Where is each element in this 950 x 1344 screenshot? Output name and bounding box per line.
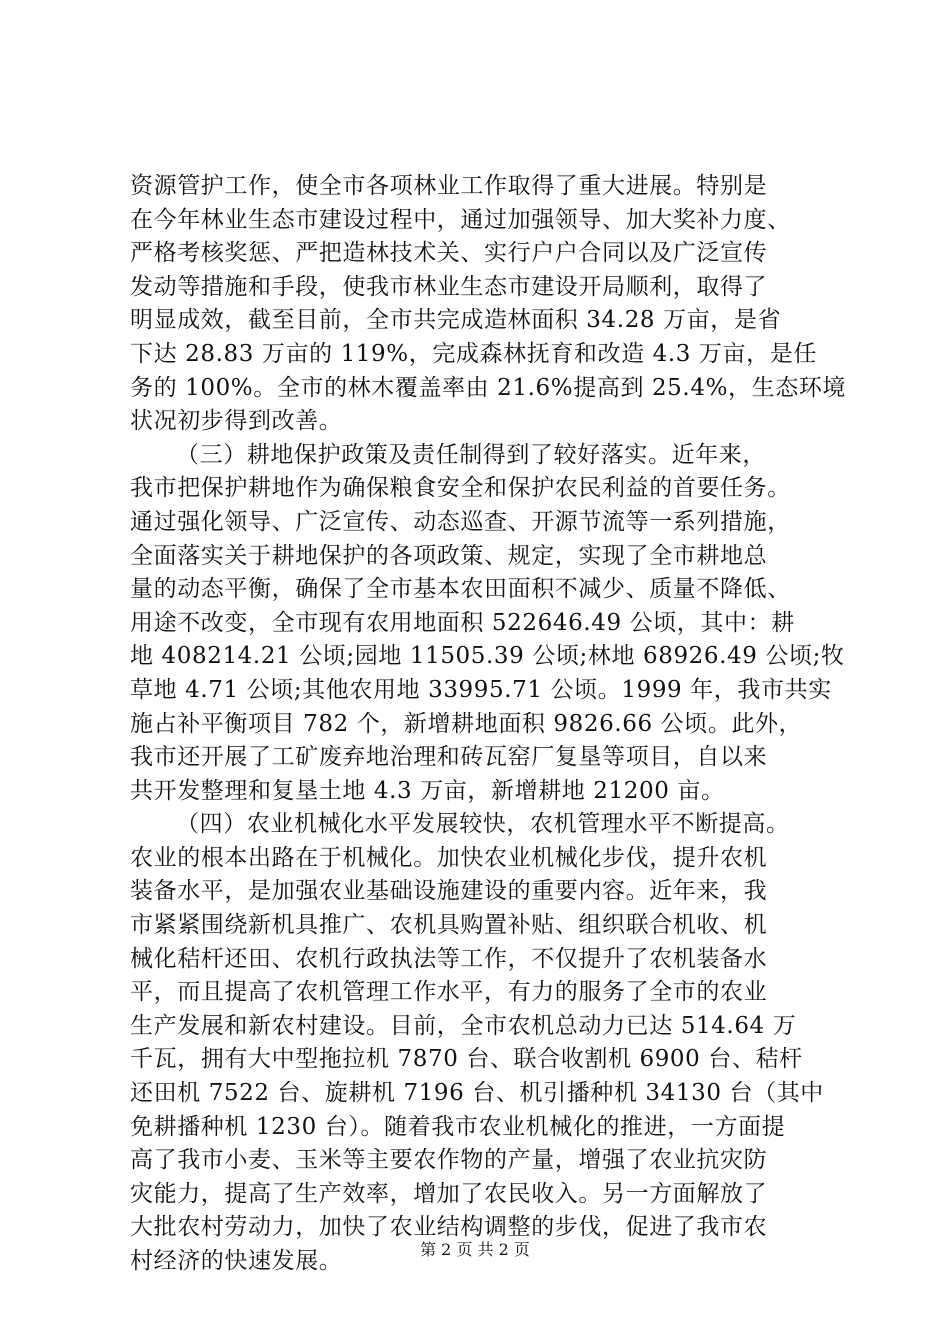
- text-line: 通过强化领导、广泛宣传、动态巡查、开源节流等一系列措施，: [130, 508, 791, 535]
- text-line: 高了我市小麦、玉米等主要农作物的产量，增强了农业抗灾防: [130, 1147, 768, 1174]
- text-line: 免耕播种机 1230 台）。随着我市农业机械化的推进，一方面提: [130, 1113, 786, 1140]
- text-line: 我市把保护耕地作为确保粮食安全和保护农民利益的首要任务。: [130, 475, 791, 502]
- text-line: 量的动态平衡，确保了全市基本农田面积不减少、质量不降低、: [130, 576, 791, 603]
- text-line: 千瓦，拥有大中型拖拉机 7870 台、联合收割机 6900 台、秸杆: [130, 1046, 803, 1073]
- text-line: 发动等措施和手段，使我市林业生态市建设开局顺利，取得了: [130, 273, 768, 300]
- text-line: 平，而且提高了农机管理工作水平，有力的服务了全市的农业: [130, 979, 768, 1006]
- text-line: 农业的根本出路在于机械化。加快农业机械化步伐，提升农机: [130, 844, 768, 871]
- text-line: 下达 28.83 万亩的 119%，完成森林抚育和改造 4.3 万亩，是任: [130, 340, 817, 367]
- text-line: 务的 100%。全市的林木覆盖率由 21.6%提高到 25.4%，生态环境: [130, 374, 847, 401]
- text-line: 状况初步得到改善。: [130, 408, 343, 435]
- text-line: 用途不改变，全市现有农用地面积 522646.49 公顷，其中：耕: [130, 609, 795, 636]
- text-line: 资源管护工作，使全市各项林业工作取得了重大进展。特别是: [130, 173, 768, 199]
- page-footer: 第 2 页 共 2 页: [420, 1240, 530, 1259]
- section-heading-line: （三）耕地保护政策及责任制得到了较好落实。近年来，: [176, 441, 766, 468]
- document-body: [130, 170, 850, 1279]
- text-line: 灾能力，提高了生产效率，增加了农民收入。另一方面解放了: [130, 1180, 768, 1207]
- text-line: 大批农村劳动力，加快了农业结构调整的步伐，促进了我市农: [130, 1214, 768, 1241]
- text-line: 生产发展和新农村建设。目前，全市农机总动力已达 514.64 万: [130, 1012, 797, 1039]
- text-line: 草地 4.71 公顷;其他农用地 33995.71 公顷。1999 年，我市共实: [130, 676, 832, 703]
- text-line: 地 408214.21 公顷;园地 11505.39 公顷;林地 68926.49 公顷;牧: [130, 643, 845, 670]
- text-line: 还田机 7522 台、旋耕机 7196 台、机引播种机 34130 台（其中: [130, 1080, 824, 1107]
- text-line: 严格考核奖惩、严把造林技术关、实行户户合同以及广泛宣传: [130, 240, 768, 267]
- text-line: 我市还开展了工矿废弃地治理和砖瓦窑厂复垦等项目，自以来: [130, 744, 768, 771]
- text-line: 械化秸杆还田、农机行政执法等工作，不仅提升了农机装备水: [130, 945, 768, 972]
- text-line: 明显成效，截至目前，全市共完成造林面积 34.28 万亩，是省: [130, 307, 782, 334]
- text-line: 装备水平，是加强农业基础设施建设的重要内容。近年来，我: [130, 878, 768, 905]
- text-line: 村经济的快速发展。: [130, 1248, 343, 1274]
- text-line: 全面落实关于耕地保护的各项政策、规定，实现了全市耕地总: [130, 542, 768, 569]
- text-line: 市紧紧围绕新机具推广、农机具购置补贴、组织联合机收、机: [130, 912, 768, 939]
- text-line: 施占补平衡项目 782 个，新增耕地面积 9826.66 公顷。此外，: [130, 710, 803, 737]
- text-line: 共开发整理和复垦土地 4.3 万亩，新增耕地 21200 亩。: [130, 777, 725, 804]
- section-heading-line: （四）农业机械化水平发展较快，农机管理水平不断提高。: [176, 811, 790, 838]
- text-line: 在今年林业生态市建设过程中，通过加强领导、加大奖补力度、: [130, 206, 791, 233]
